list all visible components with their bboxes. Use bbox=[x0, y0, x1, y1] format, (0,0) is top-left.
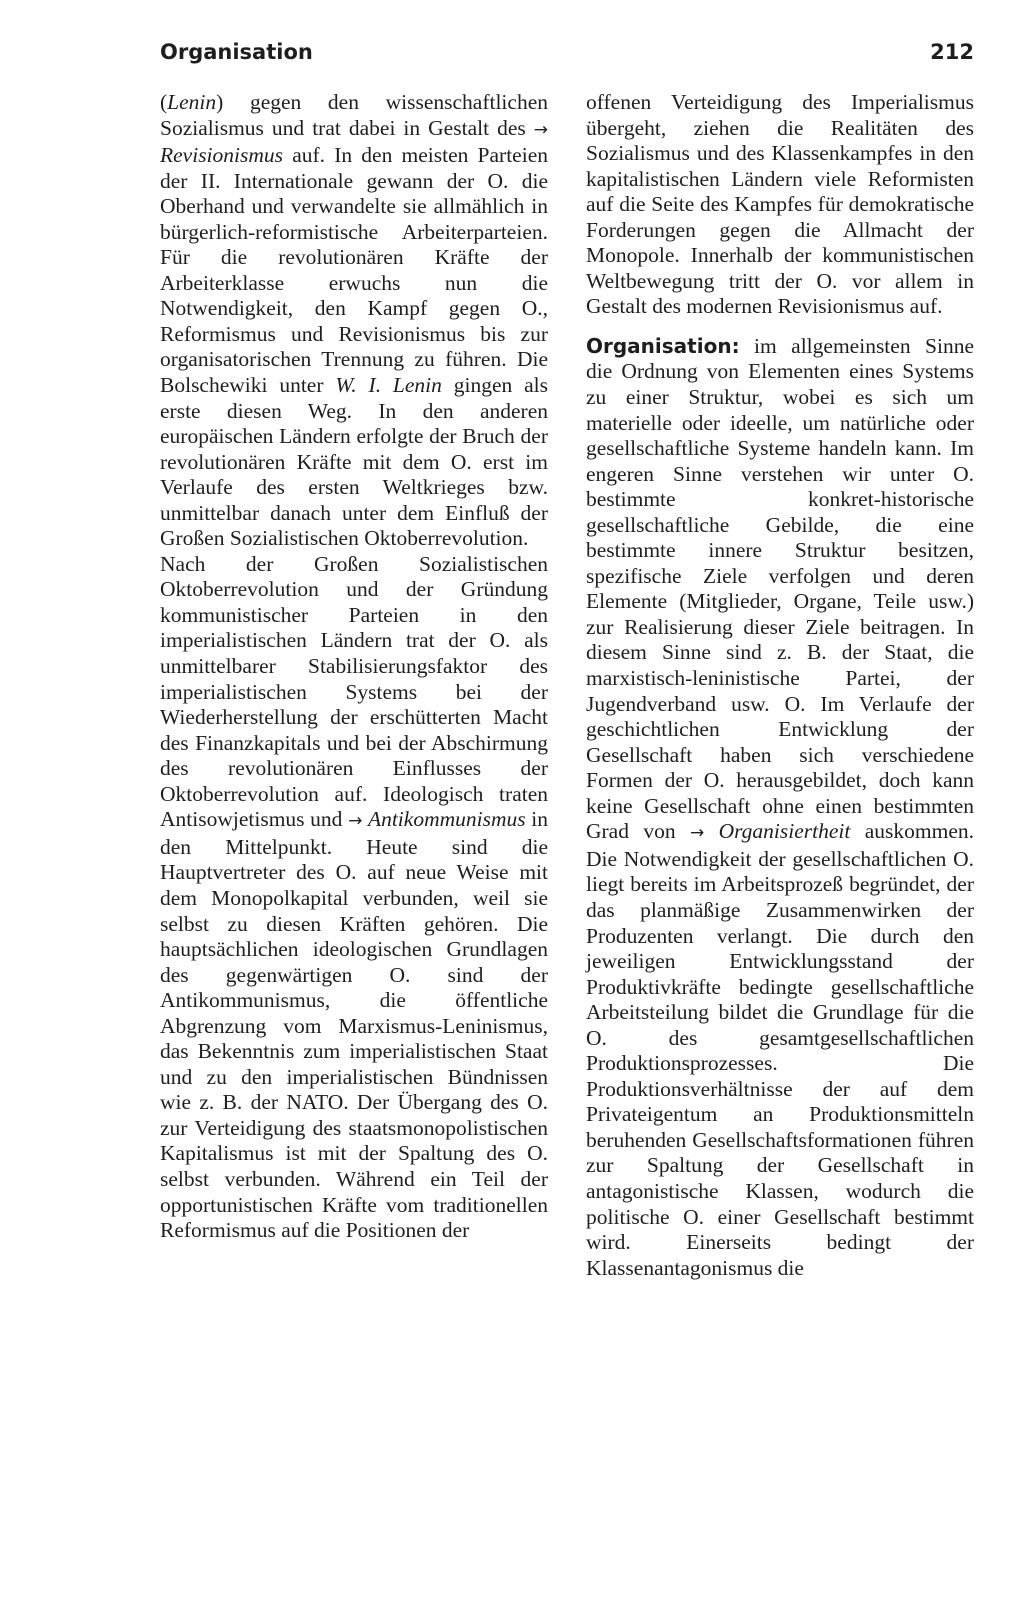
text-run: auf. In den meisten Parteien der II. Internationale gewann der O. die Oberhand und verwandelte sie allmählich in bürgerlich-reformistische Arbeiterparteien. Für die revolutionären Kräfte der Arbeiterklasse erwuchs nun die Notwendigkeit, den Kampf gegen O., Reformismus und Revisionismus bis zur organisatorischen Trennung zu führen. Die Bolschewiki unter bbox=[160, 143, 548, 398]
text-run: gingen als erste diesen Weg. In den anderen europäischen Ländern erfolgte der Bruch der revolutionären Kräfte mit dem O. erst im Verlaufe des ersten Weltkrieges bzw. unmittelbar danach unter dem Einfluß der Großen Sozialistischen Oktoberrevolution. bbox=[160, 373, 549, 551]
cross-reference-term: Revisionismus bbox=[160, 143, 284, 168]
text-run: auskommen. Die Notwendigkeit der gesellschaftlichen O. liegt bereits im Arbeitsprozeß begründet, der das planmäßige Zusammenwirken der Produzenten verlangt. Die durch den jeweiligen Entwicklungsstand der Produktivkräfte bedingte gesellschaftliche Arbeitsteilung bildet die Grundlage für die O. des gesamtgesellschaftlichen Produktionsprozesses. Die Produktionsverhältnisse der auf dem Privateigentum an Produktionsmitteln beruhenden Gesellschaftsformationen führen zur Spaltung der Gesellschaft in antagonistische Klassen, wodurch die politische O. einer Gesellschaft bestimmt wird. Einerseits bedingt der Klassenantagonismus die bbox=[586, 819, 974, 1280]
text-run: offenen Verteidigung des Imperialismus übergeht, ziehen die Realitäten des Sozialismus und des Klassenkampfes in den kapitalistischen Ländern viele Reformisten auf die Seite des Kampfes für demokratische Forderungen gegen die Allmacht der Monopole. Innerhalb der kommunistischen Weltbewegung tritt der O. vor allem in Gestalt des modernen Revisionismus auf. bbox=[586, 90, 974, 319]
cross-reference-term: Organisiertheit bbox=[718, 819, 851, 844]
left-paragraph-1 bbox=[160, 90, 548, 552]
running-head bbox=[160, 40, 974, 74]
cross-reference-term: Antikommunismus bbox=[367, 807, 526, 832]
text-run: Nach der Großen Sozialistischen Oktoberrevolution und der Gründung kommunistischer Parteien in den imperialistischen Ländern trat der O. als unmittelbarer Stabilisierungsfaktor des imperialistischen Systems bei der Wiederherstellung der erschütterten Macht des Finanzkapitals und bei der Abschirmung des revolutionären Einflusses der Oktoberrevolution auf. Ideologisch traten Antisowjetismus und bbox=[160, 551, 548, 832]
left-column bbox=[160, 90, 548, 1244]
text-run: im allgemeinsten Sinne die Ordnung von Elementen eines Systems zu einer Struktur, wobei es sich um materielle oder ideelle, um natürliche oder gesellschaftliche Systeme handeln kann. Im engeren Sinne verstehen wir unter O. bestimmte konkret-historische gesellschaftliche Gebilde, die eine bestimmte innere Struktur besitzen, spezifische Ziele verfolgen und deren Elemente (Mitglieder, Organe, Teile usw.) zur Realisierung dieser Ziele beitragen. In diesem Sinne sind z. B. der Staat, die marxistisch-leninistische Partei, der Jugendverband usw. O. Im Verlaufe der geschichtlichen Entwicklung der Gesellschaft haben sich verschiedene Formen der O. herausgebildet, doch kann keine Gesellschaft ohne einen bestimmten Grad von bbox=[586, 333, 974, 844]
dictionary-entry-organisation bbox=[586, 334, 974, 1281]
entry-headword: Organisation: bbox=[586, 333, 740, 358]
running-head-title: Organisation bbox=[160, 40, 313, 64]
left-paragraph-2 bbox=[160, 552, 548, 1244]
cross-reference-name: Lenin bbox=[167, 90, 217, 114]
text-run: ( bbox=[160, 90, 168, 114]
text-run: ) gegen den wissenschaftlichen Sozialismus und trat dabei in Gestalt des bbox=[160, 90, 548, 140]
cross-reference-arrow-icon: → bbox=[348, 811, 363, 832]
cross-reference-arrow-icon: → bbox=[533, 119, 548, 140]
text-run: in den Mittelpunkt. Heute sind die Hauptvertreter des O. auf neue Weise mit dem Monopolkapital verbunden, weil sie selbst zu diesen Kräften gehören. Die hauptsächlichen ideologischen Grundlagen des gegenwärtigen O. sind der Antikommunismus, die öffentliche Abgrenzung vom Marxismus-Leninismus, das Bekenntnis zum imperialistischen Staat und zu den imperialistischen Bündnissen wie z. B. der NATO. Der Übergang des O. zur Verteidigung des staatsmonopolistischen Kapitalismus ist mit der Spaltung des O. selbst verbunden. Während ein Teil der opportunistischen Kräfte vom traditionellen Reformismus auf die Positionen der bbox=[160, 807, 548, 1243]
right-column bbox=[586, 90, 974, 1281]
right-paragraph-1 bbox=[586, 90, 974, 320]
page-number: 212 bbox=[930, 40, 974, 64]
cross-reference-arrow-icon: → bbox=[689, 823, 705, 844]
cross-reference-name: W. I. Lenin bbox=[335, 373, 442, 398]
